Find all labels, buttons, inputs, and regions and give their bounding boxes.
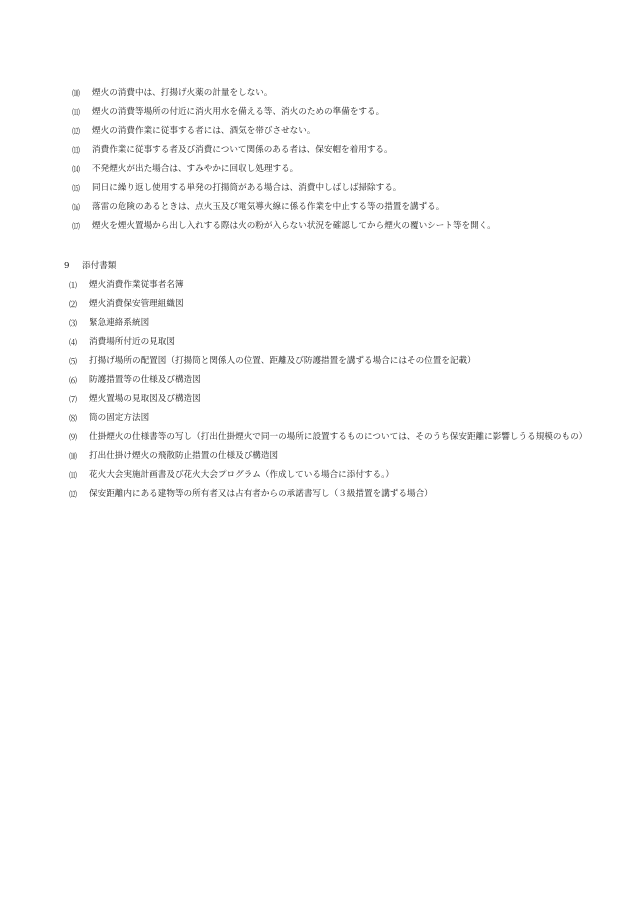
list-item: [69, 447, 599, 466]
item-number: ⒁: [72, 165, 80, 174]
item-number: ⑴: [69, 281, 77, 290]
list-item: [72, 103, 592, 122]
item-number: ⑽: [69, 452, 77, 461]
list-item: [69, 371, 599, 390]
item-text: 煙火の消費等場所の付近に消火用水を備える等、消火のための準備をする。: [92, 107, 385, 117]
list-item: [72, 160, 592, 179]
item-text: 筒の固定方法図: [89, 413, 150, 423]
item-text: 緊急連絡系統図: [89, 318, 150, 328]
list-item: [69, 390, 599, 409]
list-item: [69, 276, 599, 295]
item-number: ⒃: [72, 203, 80, 212]
list-item: [72, 84, 592, 103]
item-number: ⑾: [72, 108, 80, 117]
item-text: 不発煙火が出た場合は、すみやかに回収し処理する。: [92, 164, 299, 174]
section-heading: [64, 257, 604, 276]
item-text: 防護措置等の仕様及び構造図: [89, 375, 201, 385]
item-number: ⑹: [69, 376, 77, 385]
item-number: ⒂: [72, 184, 80, 193]
item-text: 煙火の消費中は、打揚げ火薬の計量をしない。: [92, 88, 273, 98]
item-number: ⑿: [72, 127, 80, 136]
section-title: 添付書類: [82, 261, 117, 271]
precautions-list: [72, 84, 592, 236]
list-item: [69, 314, 599, 333]
list-item: [72, 179, 592, 198]
item-number: ⑼: [69, 433, 77, 442]
item-number: ⑽: [72, 89, 80, 98]
item-text: 消費作業に従事する者及び消費について関係のある者は、保安帽を着用する。: [92, 145, 393, 155]
list-item: [69, 485, 599, 504]
item-number: ⑷: [69, 338, 77, 347]
item-number: ⒄: [72, 222, 80, 231]
item-text: 保安距離内にある建物等の所有者又は占有者からの承諾書写し（３級措置を講ずる場合）: [89, 489, 433, 499]
list-item: [69, 428, 599, 447]
item-text: 煙火を煙火置場から出し入れする際は火の粉が入らない状況を確認してから煙火の覆いシート等を開く。: [92, 221, 496, 231]
list-item: [69, 352, 599, 371]
item-text: 打揚げ場所の配置図（打揚筒と関係人の位置、距離及び防護措置を講ずる場合にはその位置を記載）: [89, 356, 476, 366]
list-item: [69, 409, 599, 428]
section-attachments: [64, 257, 604, 504]
item-number: ⑿: [69, 490, 77, 499]
item-text: 煙火の消費作業に従事する者には、酒気を帯びさせない。: [92, 126, 316, 136]
list-item: [69, 466, 599, 485]
item-text: 煙火消費保安管理組織図: [89, 299, 184, 309]
item-text: 同日に繰り返し使用する単発の打揚筒がある場合は、消費中しばしば掃除する。: [92, 183, 402, 193]
item-text: 煙火消費作業従事者名簿: [89, 280, 184, 290]
item-number: ⑶: [69, 319, 77, 328]
attachments-list: [64, 276, 599, 504]
item-text: 落雷の危険のあるときは、点火玉及び電気導火線に係る作業を中止する等の措置を講ずる。: [92, 202, 445, 212]
item-number: ⒀: [72, 146, 80, 155]
section-number: 9: [64, 261, 70, 271]
item-text: 消費場所付近の見取図: [89, 337, 175, 347]
list-item: [72, 141, 592, 160]
list-item: [72, 122, 592, 141]
list-item: [69, 295, 599, 314]
item-text: 仕掛煙火の仕様書等の写し（打出仕掛煙火で同一の場所に設置するものについては、そのうち保安距離に影響しうる規模のもの）: [89, 432, 588, 442]
item-text: 打出仕掛け煙火の飛散防止措置の仕様及び構造図: [89, 451, 279, 461]
item-number: ⑵: [69, 300, 77, 309]
item-number: ⑺: [69, 395, 77, 404]
item-number: ⑾: [69, 471, 77, 480]
item-text: 花火大会実施計画書及び花火大会プログラム（作成している場合に添付する。）: [89, 470, 394, 480]
item-number: ⑸: [69, 357, 77, 366]
list-item: [72, 217, 592, 236]
item-text: 煙火置場の見取図及び構造図: [89, 394, 201, 404]
list-item: [72, 198, 592, 217]
item-number: ⑻: [69, 414, 77, 423]
list-item: [69, 333, 599, 352]
